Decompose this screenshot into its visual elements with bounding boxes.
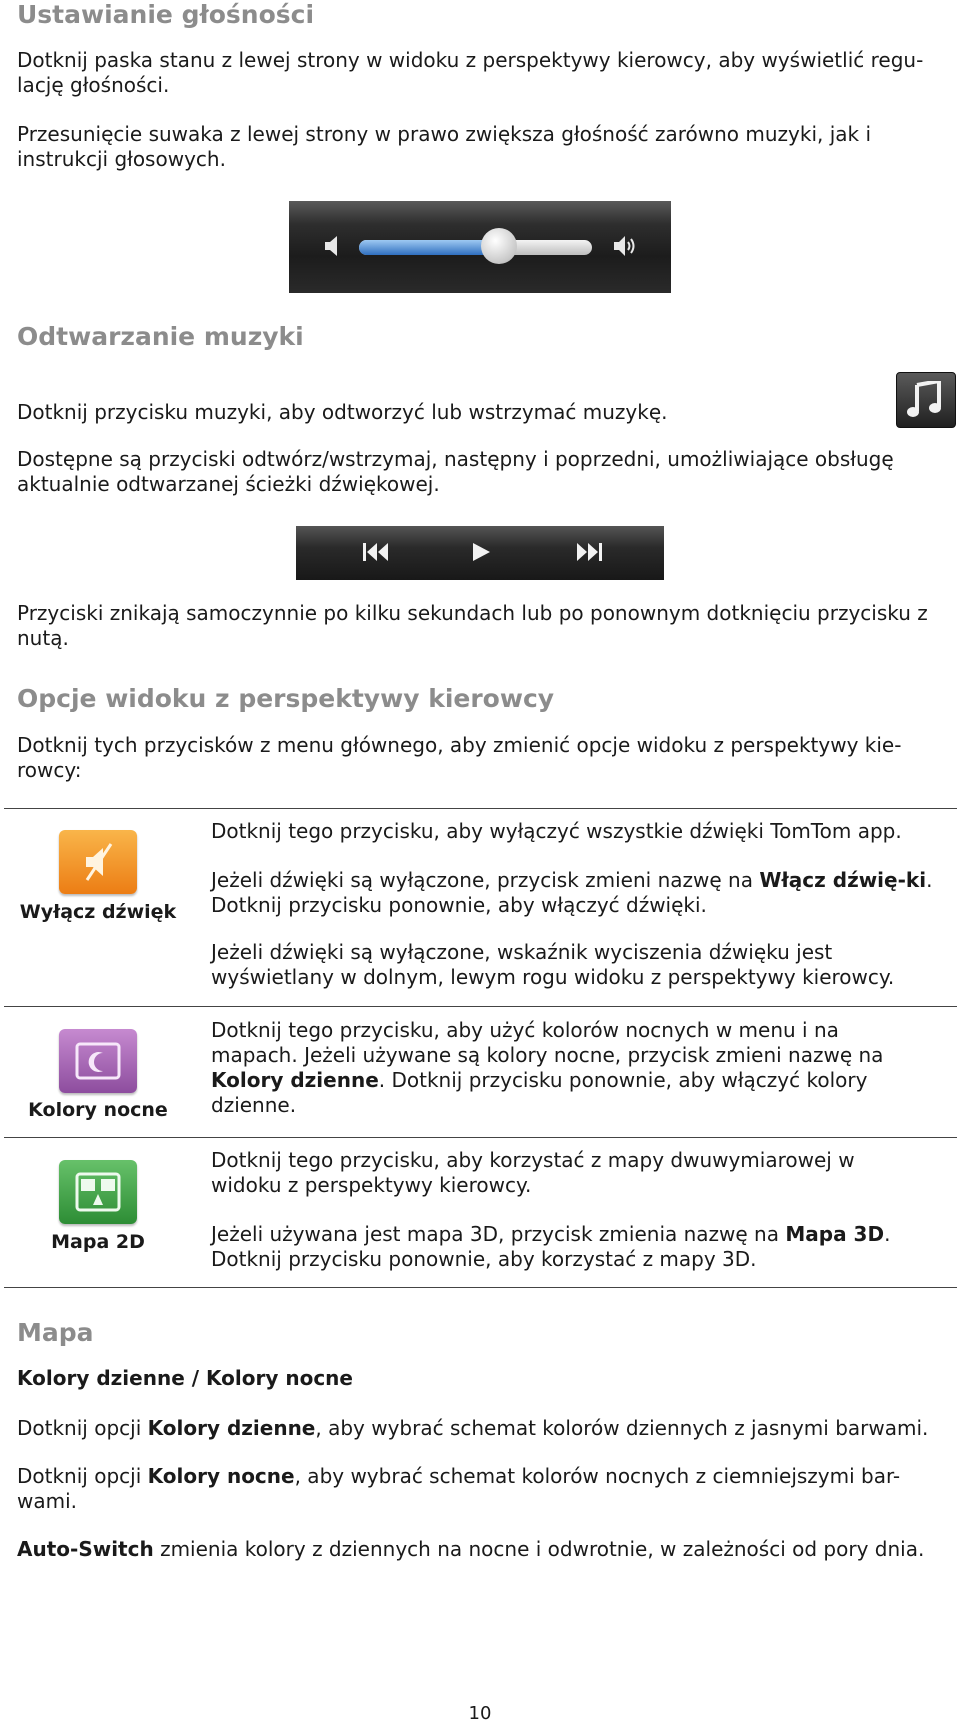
driving-view-intro: Dotknij tych przycisków z menu głównego, aby zmienić opcje widoku z perspektywy kie-rowcy: [17,733,902,782]
text-run: . Dotknij przycisku ponownie, aby korzystać z mapy 3D. [211,1222,891,1271]
map-paragraph-1 [17,1416,957,1441]
sound-off-text-2 [211,868,946,918]
heading-map: Mapa [17,1318,94,1347]
speaker-low-icon [325,235,339,257]
bold-run: Włącz dźwię-ki [759,868,927,892]
volume-slider-track[interactable] [359,240,592,255]
table-rule [4,1137,957,1138]
map-2d-text-2 [211,1222,951,1272]
map-2d-icon [59,1160,137,1224]
page-number: 10 [468,1703,492,1724]
next-track-icon[interactable] [576,541,602,563]
map-paragraph-3 [17,1537,957,1562]
text-run: Dotknij tego przycisku, aby użyć kolorów nocnych w menu i na mapach. Jeżeli używane są kolory nocne, przycisk zmieni nazwę na [211,1018,884,1067]
previous-track-icon[interactable] [363,541,389,563]
map-2d-text-1: Dotknij tego przycisku, aby korzystać z mapy dwuwymiarowej w widoku z perspektywy kierowcy. [211,1148,855,1197]
map-2d-button[interactable] [59,1160,137,1224]
play-icon[interactable] [470,541,492,563]
text-run: . Dotknij przycisku ponownie, aby włączyć kolory dzienne. [211,1068,868,1117]
music-paragraph-2: Dostępne są przyciski odtwórz/wstrzymaj, następny i poprzedni, umożliwiające obsługę aktualnie odtwarzanej ścieżki dźwiękowej. [17,447,894,496]
volume-slider-panel [289,201,671,293]
text-run: , aby wybrać schemat kolorów dziennych z jasnymi barwami. [315,1416,929,1440]
text-run: . Dotknij przycisku ponownie, aby włączyć dźwięki. [211,868,933,917]
night-colours-label: Kolory nocne [28,1099,168,1121]
text-run: Dotknij opcji [17,1464,148,1488]
speaker-high-icon [614,235,636,257]
bold-run: Kolory dzienne [211,1068,379,1092]
table-rule-bottom [4,1287,957,1288]
night-colours-button[interactable] [59,1029,137,1093]
table-rule [4,1006,957,1007]
text-run: zmienia kolory z dziennych na nocne i odwrotnie, w zależności od pory dnia. [153,1537,925,1561]
text-run: Jeżeli dźwięki są wyłączone, przycisk zmieni nazwę na [211,868,760,892]
volume-paragraph-1: Dotknij paska stanu z lewej strony w widoku z perspektywy kierowcy, aby wyświetlić regu-lację głośności. [17,48,924,97]
volume-paragraph-2: Przesunięcie suwaka z lewej strony w prawo zwiększa głośność zarówno muzyki, jak i instrukcji głosowych. [17,122,872,171]
table-rule-top [4,808,957,809]
music-paragraph-1: Dotknij przycisku muzyki, aby odtworzyć lub wstrzymać muzykę. [17,400,668,424]
heading-volume: Ustawianie głośności [17,0,315,29]
sound-off-button[interactable] [59,830,137,894]
volume-slider-fill [359,240,499,255]
bold-run: Kolory nocne [147,1464,295,1488]
playback-controls [296,526,664,580]
map-subheading: Kolory dzienne / Kolory nocne [17,1366,353,1390]
volume-slider-knob[interactable] [481,228,517,264]
map-paragraph-2 [17,1464,947,1514]
text-run: Dotknij opcji [17,1416,148,1440]
bold-run: Kolory dzienne [147,1416,316,1440]
music-paragraph-3: Przyciski znikają samoczynnie po kilku sekundach lub po ponownym dotknięciu przycisku z nutą. [17,601,928,650]
map-2d-label: Mapa 2D [51,1231,145,1253]
text-run: , aby wybrać schemat kolorów nocnych z ciemniejszymi bar-wami. [17,1464,901,1513]
night-moon-icon [59,1029,137,1093]
bold-run: Auto-Switch [17,1537,154,1561]
text-run: Jeżeli używana jest mapa 3D, przycisk zmienia nazwę na [211,1222,786,1246]
sound-off-text-1: Dotknij tego przycisku, aby wyłączyć wszystkie dźwięki TomTom app. [211,819,902,843]
heading-driving-view: Opcje widoku z perspektywy kierowcy [17,684,555,713]
music-button[interactable] [896,372,956,428]
sound-off-label: Wyłącz dźwięk [19,901,177,923]
music-note-icon [907,381,945,419]
sound-off-icon [59,830,137,894]
night-colours-text [211,1018,911,1118]
sound-off-text-3: Jeżeli dźwięki są wyłączone, wskaźnik wyciszenia dźwięku jest wyświetlany w dolnym, lewym rogu widoku z perspektywy kierowcy. [211,940,895,989]
heading-music: Odtwarzanie muzyki [17,322,304,351]
bold-run: Mapa 3D [785,1222,885,1246]
